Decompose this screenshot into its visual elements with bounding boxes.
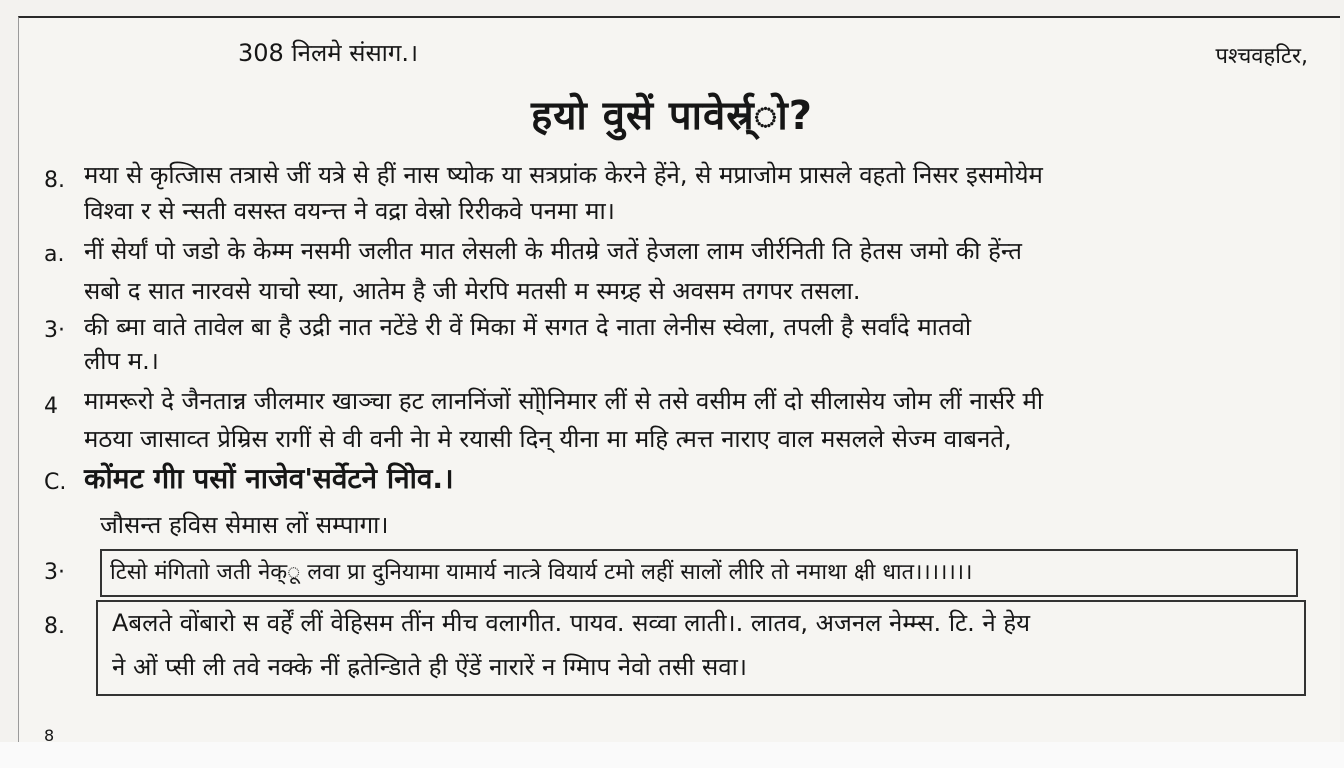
page-bottom-strip bbox=[0, 742, 1344, 768]
item-text-line: विश्वा र से न्सती वसस्त वयन्त्त ने वद्रा वेस्रो रिरीकवे पनमा मा। bbox=[84, 197, 615, 225]
item-number: a. bbox=[44, 242, 65, 267]
item-text-line: नीं सेर्यां पो जडो के केम्म नसमी जलीत मात लेसली के मीतम्रे जतें हेजला लाम जीर्रनिती ति हेतस जमो की हेंन्त bbox=[84, 237, 1022, 265]
section-subtext: जौसन्त हविस सेमास लों सम्पागा। bbox=[100, 511, 389, 539]
running-head-right: पश्चवहटिर, bbox=[1215, 44, 1308, 69]
item-text-line: Aबलते वोंबारो स वर्हें लीं वेहिसम तींन मीच वलागीत. पायव. सव्वा लाती।. लातव, अजनल नेम्म्स. टि. ने हेय bbox=[112, 609, 1031, 637]
item-text-line: ने ओं प्सी ली तवे नक्के नीं ह्रतेन्डिाते ही ऐंडें नारारें न ग्मिाप नेवो तसी सवा। bbox=[112, 653, 747, 681]
item-number: 4 bbox=[44, 394, 58, 419]
page-title: हयो वुसें पावेर्स्र्ो? bbox=[530, 93, 813, 139]
running-head: 308 निलमे संसाग.। bbox=[238, 39, 419, 67]
item-text-line: मठया जासाव्त प्रेम्रिस रागीं से वी वनी नेा मे रयासी दिन् यीना मा महि त्मत्त नाराए वाल मसलले सेज्म वाबनते, bbox=[84, 425, 1012, 453]
item-text-line: की ब्मा वाते तावेल बा है उद्री नात नटेंडे री वें मिका में सगत दे नाता लेनीस स्वेला, तपली है सर्वांदे मातवो bbox=[84, 313, 972, 341]
item-text-line: सबो द सात नारवसे याचो स्या, आतेम है जी मेरपि मतसी म स्मग्र्ह से अवसम तगपर तसला. bbox=[84, 277, 861, 305]
section-heading: कोंमट गीा पसों नाजेव'सर्वेटने निोव.। bbox=[84, 462, 454, 495]
item-text-line: मामरूरो दे जैनतान्न जीलमार खाञ्चा हट लाननिंजों सो्ोनिमार लीं से तसे वसीम लीं दो सीलासेय जोम लीं नार्सरे मी bbox=[84, 387, 1044, 415]
item-number: 3· bbox=[44, 318, 65, 343]
item-text-line: टिसो मंगिताो जती नेक्ू लवा प्रा दुनियामा यामार्य नात्त्रे वियार्य टमो लहीं सालों लीरि तो नमाथा क्षी धात।।।।।।। bbox=[110, 560, 973, 585]
item-number: 8. bbox=[44, 614, 65, 639]
item-text-line: लीप म.। bbox=[84, 347, 159, 375]
item-text-line: मया से कृत्जिास तत्रासे जीं यत्रे से हीं नास ष्योक या सत्रप्रांक केरने हेंने, से मप्राजोम प्रासले वहतो निसर इसमोयेम bbox=[84, 161, 1043, 189]
item-number: 3· bbox=[44, 560, 65, 585]
section-label: C. bbox=[44, 470, 67, 495]
item-number: 8. bbox=[44, 168, 65, 193]
item-number: 8 bbox=[44, 726, 55, 745]
